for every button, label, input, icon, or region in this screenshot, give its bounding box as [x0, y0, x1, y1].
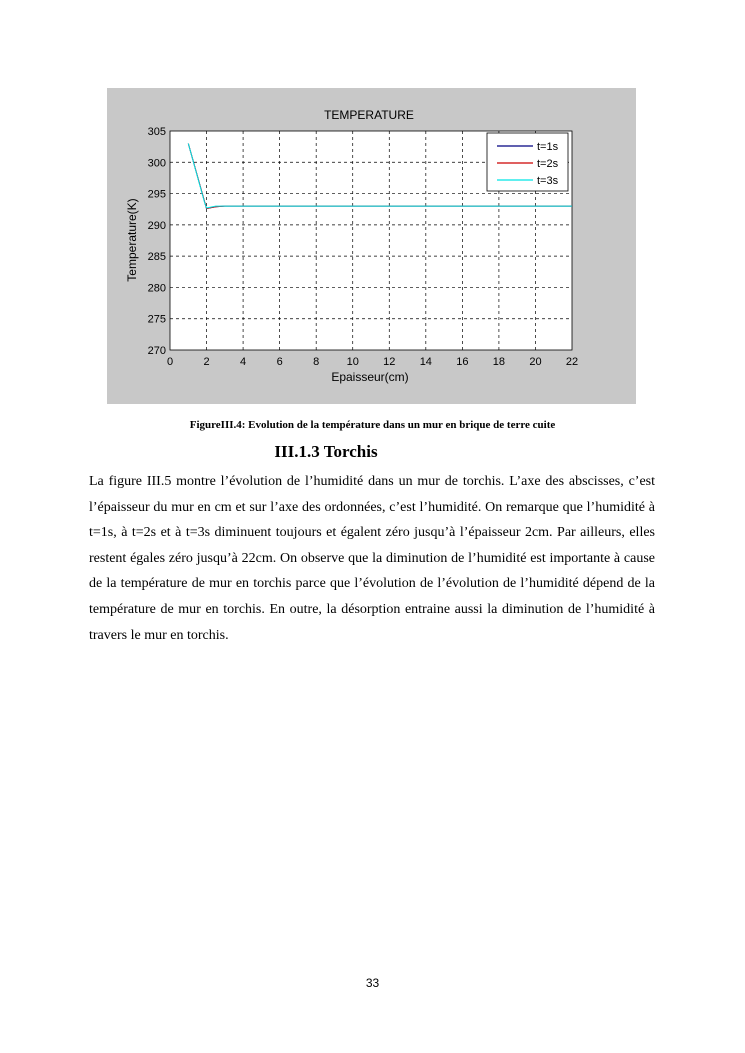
x-tick-label: 8 [313, 356, 320, 368]
y-tick-label: 285 [147, 251, 166, 264]
x-tick-label: 6 [276, 356, 283, 368]
chart-title: TEMPERATURE [324, 108, 414, 122]
y-tick-label: 280 [147, 282, 166, 295]
x-axis-label: Epaisseur(cm) [331, 370, 409, 384]
x-tick-label: 22 [565, 356, 579, 368]
section-heading: III.1.3 Torchis [274, 442, 378, 461]
y-tick-label: 275 [147, 313, 166, 326]
legend-label-2: t=2s [537, 158, 559, 170]
page-number: 33 [365, 976, 380, 990]
y-tick-label: 290 [147, 219, 166, 232]
body-paragraph: La figure III.5 montre l’évolution de l’humidité dans un mur de torchis. L’axe des abscisses, c’est l’épaisseur du mur en cm et sur l’axe des ordonnées, c’est l’humidité. On remarque que l’humidité à t=1s, à t=2s et à t=3s diminuent toujours et égalent zéro jusqu’à l’épaisseur 2cm. Par ailleurs, elles restent égales zéro jusqu’à 22cm. On observe que la diminution de l’humidité est importante à cause de la température de mur en torchis parce que l’évolution de l’évolution de l’humidité dépend de la température de mur en torchis. En outre, la désorption entraine aussi la diminution de l’humidité à travers le mur en torchis. [89, 474, 655, 643]
figure-caption: FigureIII.4: Evolution de la température dans un mur en brique de terre cuite [189, 419, 556, 431]
x-tick-label: 2 [203, 356, 210, 368]
legend-label-1: t=1s [537, 141, 559, 153]
x-tick-label: 20 [529, 356, 542, 368]
x-tick-label: 4 [240, 356, 247, 368]
y-tick-label: 300 [147, 157, 166, 170]
y-axis-label: Temperature(K) [125, 198, 139, 282]
y-tick-label: 270 [147, 345, 166, 357]
x-tick-label: 14 [419, 356, 432, 368]
x-tick-label: 12 [383, 356, 396, 368]
temperature-chart [107, 88, 636, 404]
y-tick-label: 295 [147, 188, 166, 201]
x-tick-label: 0 [166, 356, 174, 368]
x-tick-label: 16 [456, 356, 469, 368]
legend-label-3: t=3s [537, 175, 559, 187]
legend [487, 133, 568, 191]
x-tick-label: 10 [346, 356, 359, 368]
y-tick-label: 305 [147, 126, 166, 138]
figure-panel [107, 88, 636, 404]
x-tick-label: 18 [492, 356, 506, 368]
